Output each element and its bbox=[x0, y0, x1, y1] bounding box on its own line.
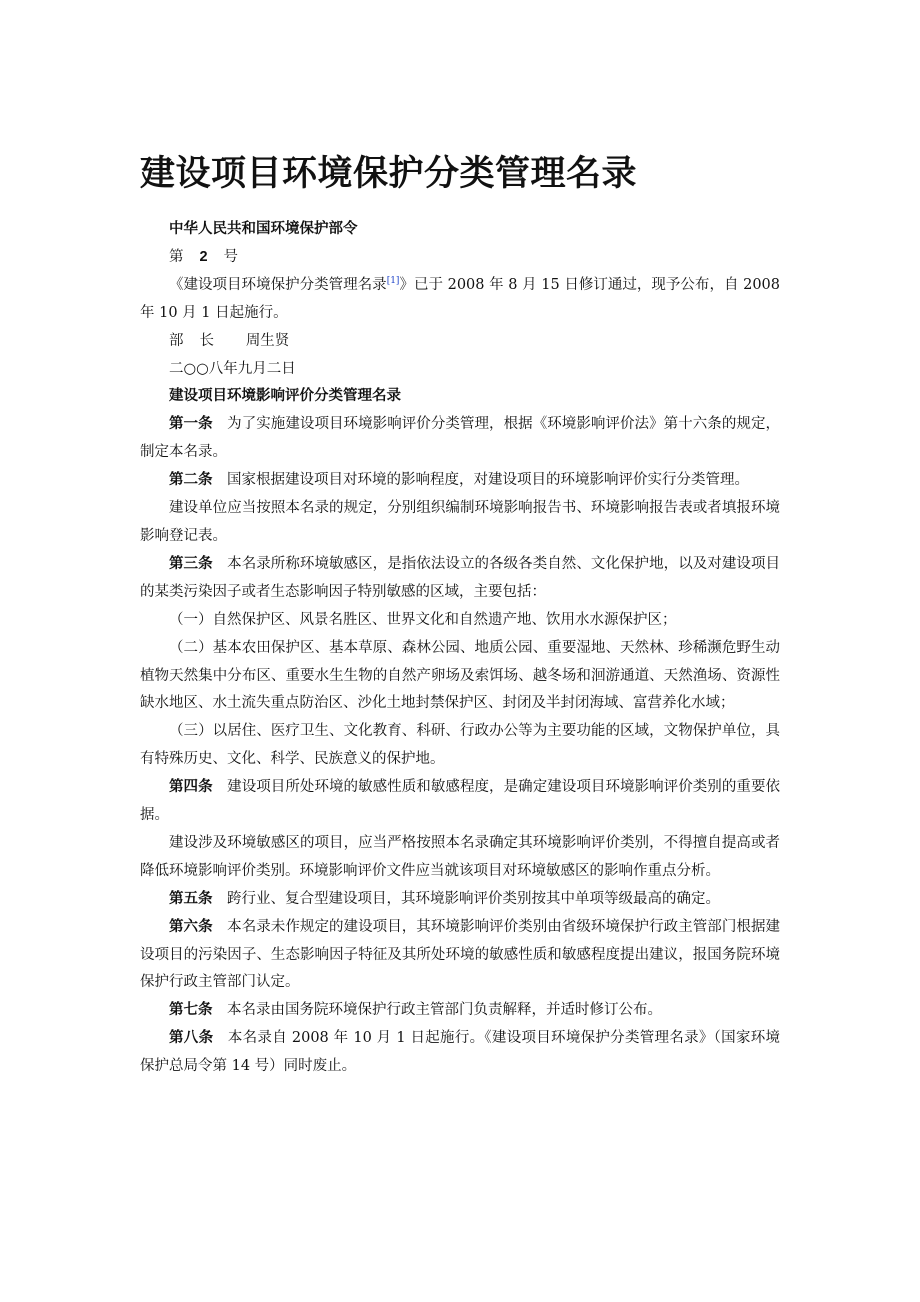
announcement bbox=[140, 272, 780, 328]
document-body bbox=[140, 216, 780, 1081]
article-2-paragraph-2: 建设单位应当按照本名录的规定，分别组织编制环境影响报告书、环境影响报告表或者填报环境影响登记表。 bbox=[140, 500, 780, 544]
article-7 bbox=[140, 997, 780, 1025]
decree-number bbox=[140, 244, 780, 272]
article-8-text: 本名录自 2008 年 10 月 1 日起施行。《建设项目环境保护分类管理名录》（国家环境保护总局令第 14 号）同时废止。 bbox=[140, 1030, 781, 1075]
article-1-label: 第一条 bbox=[169, 416, 213, 433]
article-3-item-2: （二）基本农田保护区、基本草原、森林公园、地质公园、重要湿地、天然林、珍稀濒危野生动植物天然集中分布区、重要水生生物的自然产卵场及索饵场、越冬场和洄游通道、天然渔场、资源性缺水地区、水土流失重点防治区、沙化土地封禁保护区、封闭及半封闭海域、富营养化水域； bbox=[140, 639, 780, 712]
article-8-label: 第八条 bbox=[169, 1030, 214, 1047]
article-1-text: 为了实施建设项目环境影响评价分类管理，根据《环境影响评价法》第十六条的规定，制定本名录。 bbox=[140, 416, 781, 461]
article-6 bbox=[140, 914, 780, 998]
article-2-text: 国家根据建设项目对环境的影响程度，对建设项目的环境影响评价实行分类管理。 bbox=[227, 472, 749, 489]
subtitle: 建设项目环境影响评价分类管理名录 bbox=[169, 388, 401, 405]
article-3-label: 第三条 bbox=[169, 555, 213, 572]
page-title: 建设项目环境保护分类管理名录 bbox=[140, 154, 638, 195]
article-7-label: 第七条 bbox=[169, 1002, 213, 1019]
article-5-label: 第五条 bbox=[169, 890, 213, 907]
article-2 bbox=[140, 467, 780, 495]
signer bbox=[140, 328, 780, 356]
article-4-label: 第四条 bbox=[169, 779, 213, 796]
signer-role-2: 长 bbox=[199, 332, 214, 349]
article-8 bbox=[140, 1025, 780, 1081]
article-4-paragraph-2: 建设涉及环境敏感区的项目，应当严格按照本名录确定其环境影响评价类别，不得擅自提高或者降低环境影响评价类别。环境影响评价文件应当就该项目对环境敏感区的影响作重点分析。 bbox=[140, 834, 780, 879]
article-4 bbox=[140, 774, 780, 830]
decree-number-suffix: 号 bbox=[223, 248, 238, 265]
decree-number-prefix: 第 bbox=[169, 248, 184, 265]
announcement-pre: 《建设项目环境保护分类管理名录 bbox=[169, 276, 387, 293]
article-7-text: 本名录由国务院环境保护行政主管部门负责解释，并适时修订公布。 bbox=[227, 1002, 662, 1019]
article-4-text: 建设项目所处环境的敏感性质和敏感程度，是确定建设项目环境影响评价类别的重要依据。 bbox=[140, 779, 781, 824]
announcement-post: 》已于 2008 年 8 月 15 日修订通过，现予公布，自 2008 年 10 月 1 日起施行。 bbox=[140, 276, 780, 321]
article-3-text: 本名录所称环境敏感区，是指依法设立的各级各类自然、文化保护地，以及对建设项目的某类污染因子或者生态影响因子特别敏感的区域，主要包括： bbox=[140, 555, 781, 600]
article-2-label: 第二条 bbox=[169, 472, 213, 489]
article-6-label: 第六条 bbox=[169, 918, 213, 935]
decree-date: 二○○八年九月二日 bbox=[169, 360, 296, 377]
footnote-link[interactable]: [1] bbox=[386, 275, 400, 286]
decree-heading: 中华人民共和国环境保护部令 bbox=[169, 221, 358, 237]
article-1 bbox=[140, 411, 780, 467]
article-6-text: 本名录未作规定的建设项目，其环境影响评价类别由省级环境保护行政主管部门根据建设项目的污染因子、生态影响因子特征及其所处环境的敏感性质和敏感程度提出建议，报国务院环境保护行政主管部门认定。 bbox=[140, 918, 781, 991]
signer-name: 周生贤 bbox=[245, 332, 290, 349]
signer-role-1: 部 bbox=[169, 332, 184, 349]
article-5 bbox=[140, 886, 780, 914]
article-5-text: 跨行业、复合型建设项目，其环境影响评价类别按其中单项等级最高的确定。 bbox=[227, 890, 720, 907]
article-3 bbox=[140, 551, 780, 607]
decree-number-value: 2 bbox=[199, 248, 208, 265]
article-3-item-1: （一）自然保护区、风景名胜区、世界文化和自然遗产地、饮用水水源保护区； bbox=[169, 611, 677, 628]
article-3-item-3: （三）以居住、医疗卫生、文化教育、科研、行政办公等为主要功能的区域，文物保护单位，具有特殊历史、文化、科学、民族意义的保护地。 bbox=[140, 723, 780, 768]
